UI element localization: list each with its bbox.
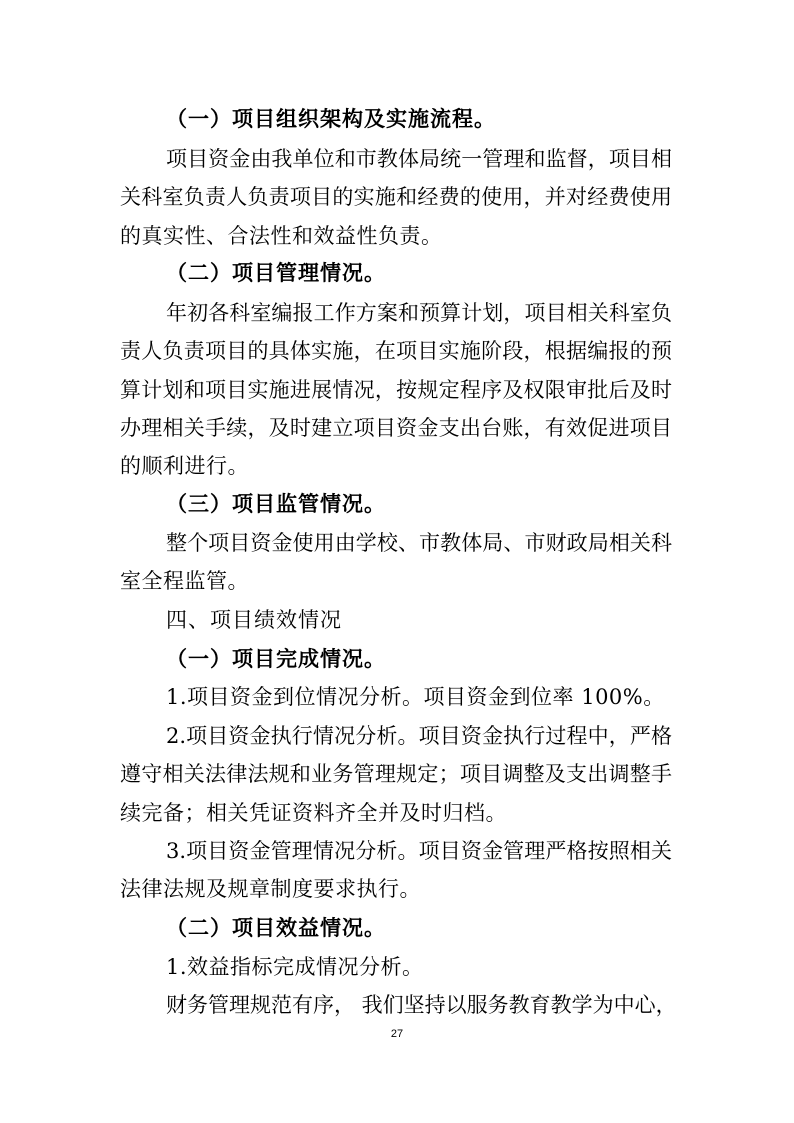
section-heading-benefits: （二）项目效益情况。 (166, 916, 386, 940)
part-title-performance: 四、项目绩效情况 (166, 608, 342, 632)
paragraph-line: 法律法规及规章制度要求执行。 (120, 877, 421, 901)
list-item: 2.项目资金执行情况分析。项目资金执行过程中，严格 (166, 724, 672, 748)
page-number: 27 (390, 1028, 404, 1040)
paragraph-line: 续完备；相关凭证资料齐全并及时归档。 (120, 801, 507, 825)
paragraph-line: 遵守相关法律法规和业务管理规定；项目调整及支出调整手 (120, 762, 672, 786)
section-heading-supervision: （三）项目监管情况。 (166, 492, 386, 516)
paragraph-line: 办理相关手续，及时建立项目资金支出台账，有效促进项目 (120, 416, 672, 440)
list-item: 1.效益指标完成情况分析。 (166, 955, 424, 979)
paragraph-line: 的顺利进行。 (120, 454, 249, 478)
paragraph-line: 算计划和项目实施进展情况，按规定程序及权限审批后及时 (120, 378, 672, 402)
section-heading-management: （二）项目管理情况。 (166, 261, 386, 285)
paragraph-line: 年初各科室编报工作方案和预算计划，项目相关科室负 (166, 301, 672, 325)
paragraph-line: 室全程监管。 (120, 569, 249, 593)
paragraph-line: 关科室负责人负责项目的实施和经费的使用，并对经费使用 (120, 185, 672, 209)
paragraph-line: 财务管理规范有序， 我们坚持以服务教育教学为中心， (166, 993, 677, 1017)
paragraph-line: 的真实性、合法性和效益性负责。 (120, 224, 443, 248)
section-heading-org-structure: （一）项目组织架构及实施流程。 (166, 107, 496, 131)
list-item: 3.项目资金管理情况分析。项目资金管理严格按照相关 (166, 839, 672, 863)
paragraph-line: 责人负责项目的具体实施，在项目实施阶段，根据编报的预 (120, 339, 672, 363)
section-heading-completion: （一）项目完成情况。 (166, 647, 386, 671)
list-item: 1.项目资金到位情况分析。项目资金到位率 100%。 (166, 685, 665, 709)
paragraph-line: 整个项目资金使用由学校、市教体局、市财政局相关科 (166, 531, 672, 555)
paragraph-line: 项目资金由我单位和市教体局统一管理和监督，项目相 (166, 147, 672, 171)
